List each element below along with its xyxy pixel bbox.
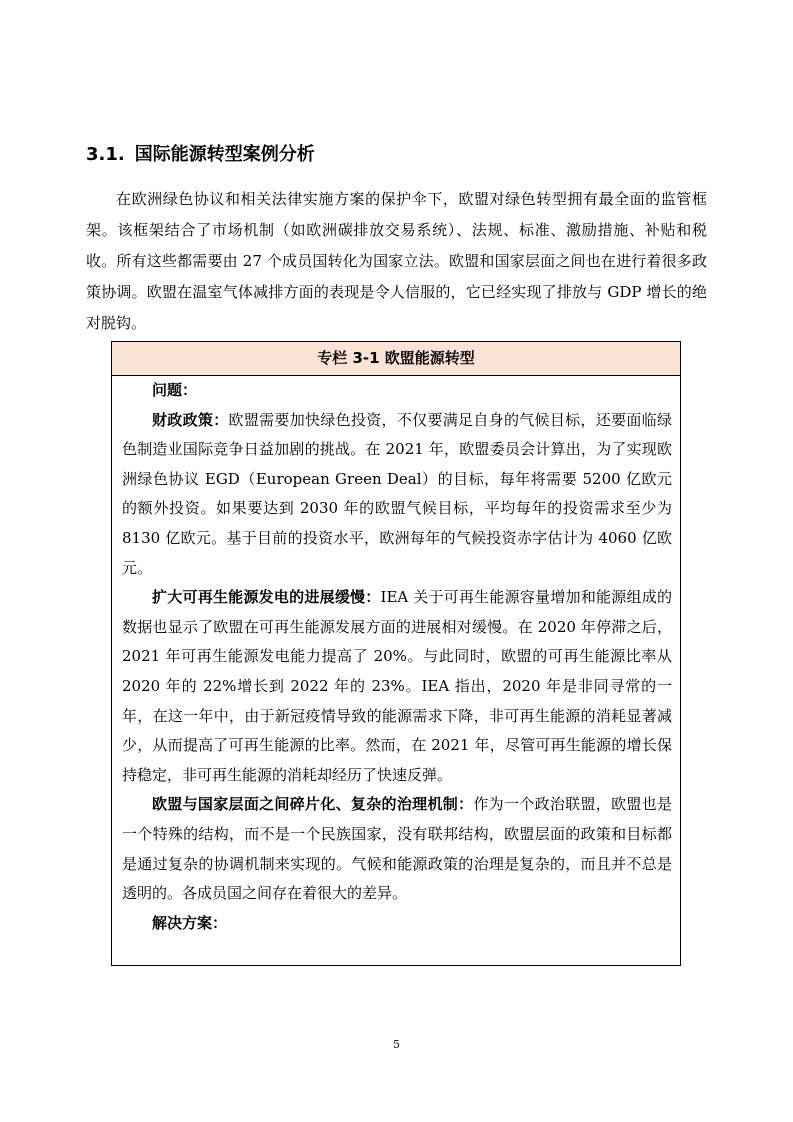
renewable-paragraph <box>122 583 672 790</box>
column-box-title: 专栏 3-1 欧盟能源转型 <box>112 342 680 376</box>
section-heading <box>86 143 315 167</box>
problem-heading <box>122 376 672 406</box>
intro-paragraph: 在欧洲绿色协议和相关法律实施方案的保护伞下，欧盟对绿色转型拥有最全面的监管框架。该框架结合了市场机制（如欧洲碳排放交易系统）、法规、标准、激励措施、补贴和税收。所有这些都需要由 27 个成员国转化为国家立法。欧盟和国家层面之间也在进行着很多政策协调。欧盟在温室气体减排方面的表现是令人信服的，它已经实现了排放与 GDP 增长的绝对脱钩。 <box>86 190 707 332</box>
governance-text: 作为一个政治联盟，欧盟也是一个特殊的结构，而不是一个民族国家，没有联邦结构，欧盟层面的政策和目标都是通过复杂的协调机制来实现的。气候和能源政策的治理是复杂的，而且并不总是透明的。各成员国之间存在着很大的差异。 <box>122 795 672 903</box>
page-number: 5 <box>393 1038 400 1051</box>
renewable-text: IEA 关于可再生能源容量增加和能源组成的数据也显示了欧盟在可再生能源发展方面的进展相对缓慢。在 2020 年停滞之后，2021 年可再生能源发电能力提高了 20%。与此同时，欧盟的可再生能源比率从 2020 年的 22%增长到 2022 年的 23%。IEA 指出，2020 年是非同寻常的一年，在这一年中，由于新冠疫情导致的能源需求下降，非可再生能源的消耗显著减少，从而提高了可再生能源的比率。然而，在 2021 年，尽管可再生能源的增长保持稳定，非可再生能源的消耗却经历了快速反弹。 <box>122 588 672 784</box>
column-box-body <box>112 376 680 938</box>
section-title: 国际能源转型案例分析 <box>134 144 315 165</box>
governance-paragraph <box>122 790 672 908</box>
solution-heading <box>122 909 672 939</box>
fiscal-label: 财政政策： <box>152 410 229 429</box>
section-number: 3.1. <box>86 144 125 165</box>
renewable-label: 扩大可再生能源发电的进展缓慢： <box>152 588 381 607</box>
solution-label: 解决方案： <box>152 913 228 932</box>
problem-label: 问题： <box>152 381 198 399</box>
governance-label: 欧盟与国家层面之间碎片化、复杂的治理机制： <box>152 795 474 814</box>
fiscal-text: 欧盟需要加快绿色投资，不仅要满足自身的气候目标，还要面临绿色制造业国际竞争日益加剧的挑战。在 2021 年，欧盟委员会计算出，为了实现欧洲绿色协议 EGD（European Green Deal）的目标，每年将需要 5200 亿欧元的额外投资。如果要达到 2030 年的欧盟气候目标，平均每年的投资需求至少为 8130 亿欧元。基于目前的投资水平，欧洲每年的气候投资赤字估计为 4060 亿欧元。 <box>122 410 672 577</box>
column-box <box>111 341 681 966</box>
fiscal-paragraph <box>122 406 672 584</box>
